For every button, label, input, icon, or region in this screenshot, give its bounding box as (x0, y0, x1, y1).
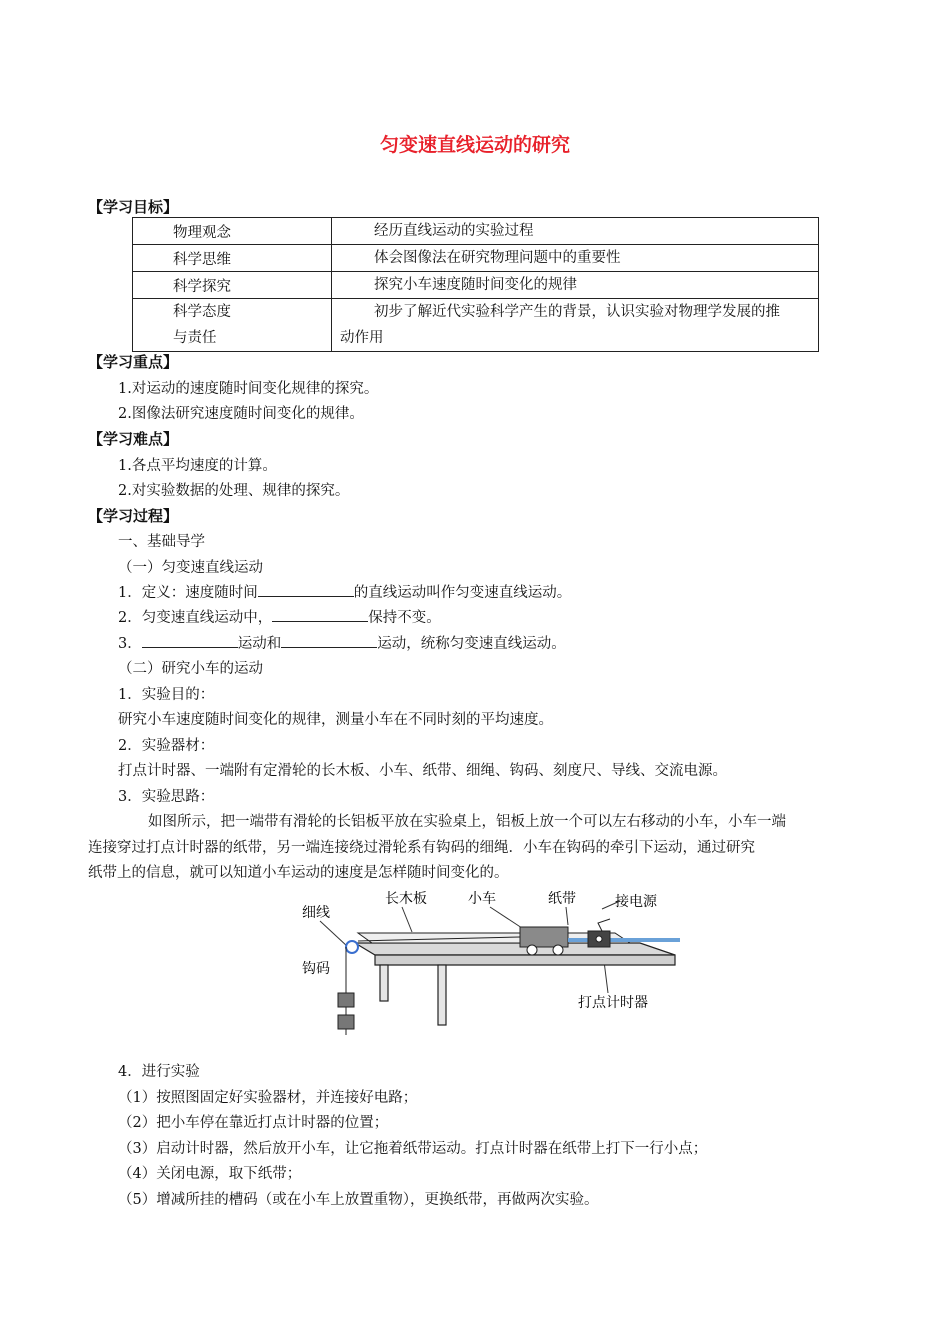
paragraph-line: 连接穿过打点计时器的纸带，另一端连接绕过滑轮系有钩码的细绳．小车在钩码的牵引下运动，通过研究 (88, 840, 755, 856)
step-heading: 2．实验器材： (118, 738, 215, 754)
key-points-heading: 【学习重点】 (88, 353, 179, 371)
question-2 (118, 606, 441, 627)
list-item: （5）增减所挂的槽码（或在小车上放置重物），更换纸带，再做两次实验。 (118, 1192, 599, 1208)
fill-blank[interactable] (272, 607, 368, 622)
goal-label (133, 299, 332, 352)
figure-label-power: 接电源 (615, 894, 657, 910)
desk (355, 943, 675, 1025)
paragraph-line: 如图所示，把一端带有滑轮的长铝板平放在实验桌上，铝板上放一个可以左右移动的小车，小车一端 (148, 814, 786, 830)
figure-label-tape: 纸带 (548, 891, 576, 907)
weights (338, 993, 354, 1035)
goal-label: 科学探究 (133, 272, 332, 299)
step-text: 打点计时器、一端附有定滑轮的长木板、小车、纸带、细绳、钩码、刻度尺、导线、交流电源。 (118, 763, 727, 779)
fill-blank[interactable] (281, 633, 377, 648)
question-text: 运动和 (237, 636, 282, 652)
timer-icon (588, 919, 610, 947)
goal-text-line: 动作用 (340, 330, 384, 346)
question-3 (118, 632, 566, 653)
section-heading: 一、基础导学 (118, 534, 205, 550)
goal-text-line: 初步了解近代实验科学产生的背景，认识实验对物理学发展的推 (374, 304, 780, 320)
question-text: 3． (118, 636, 142, 652)
figure-label-timer: 打点计时器 (578, 995, 648, 1011)
goal-text: 体会图像法在研究物理问题中的重要性 (332, 245, 819, 272)
apparatus-figure (280, 885, 690, 1045)
subsection-heading: （一）匀变速直线运动 (118, 560, 263, 576)
table-row (133, 299, 819, 352)
fill-blank[interactable] (142, 633, 238, 648)
list-item: （4）关闭电源，取下纸带； (118, 1166, 302, 1182)
question-1 (118, 581, 571, 602)
goal-text: 经历直线运动的实验过程 (332, 218, 819, 245)
list-item: （1）按照图固定好实验器材，并连接好电路； (118, 1090, 418, 1106)
list-item: 1.各点平均速度的计算。 (118, 458, 277, 474)
goal-label: 物理观念 (133, 218, 332, 245)
goals-heading: 【学习目标】 (88, 198, 179, 216)
figure-label-string: 细线 (302, 905, 330, 921)
goal-label-line: 科学态度 (173, 304, 231, 320)
figure-label-cart: 小车 (468, 891, 496, 907)
fill-blank[interactable] (258, 582, 354, 597)
goal-label-line: 与责任 (173, 330, 217, 346)
table-row (133, 218, 819, 245)
list-item: 1.对运动的速度随时间变化规律的探究。 (118, 381, 379, 397)
table-row (133, 272, 819, 299)
figure-label-board: 长木板 (385, 891, 427, 907)
page-title: 匀变速直线运动的研究 (379, 134, 570, 156)
subsection-heading: （二）研究小车的运动 (118, 661, 263, 677)
question-text: 1．定义：速度随时间 (118, 585, 258, 601)
goal-text (332, 299, 819, 352)
paragraph-line: 纸带上的信息，就可以知道小车运动的速度是怎样随时间变化的。 (88, 865, 509, 881)
goal-label: 科学思维 (133, 245, 332, 272)
difficulties-heading: 【学习难点】 (88, 430, 179, 448)
step-text: 研究小车速度随时间变化的规律，测量小车在不同时刻的平均速度。 (118, 712, 553, 728)
goal-text: 探究小车速度随时间变化的规律 (332, 272, 819, 299)
step-heading: 3．实验思路： (118, 789, 215, 805)
question-text: 运动，统称匀变速直线运动。 (377, 636, 566, 652)
list-item: （3）启动计时器，然后放开小车，让它拖着纸带运动。打点计时器在纸带上打下一行小点； (118, 1141, 708, 1157)
step-heading: 1．实验目的： (118, 687, 215, 703)
question-text: 保持不变。 (368, 610, 441, 626)
process-heading: 【学习过程】 (88, 507, 179, 525)
list-item: 2.对实验数据的处理、规律的探究。 (118, 483, 350, 499)
list-item: （2）把小车停在靠近打点计时器的位置； (118, 1115, 389, 1131)
table-row (133, 245, 819, 272)
figure-label-weight: 钩码 (302, 961, 330, 977)
goals-table (132, 217, 819, 352)
list-item: 2.图像法研究速度随时间变化的规律。 (118, 406, 364, 422)
pulley-icon (346, 941, 358, 953)
step-heading: 4．进行实验 (118, 1064, 200, 1080)
question-text: 2．匀变速直线运动中， (118, 610, 273, 626)
question-text: 的直线运动叫作匀变速直线运动。 (353, 585, 572, 601)
